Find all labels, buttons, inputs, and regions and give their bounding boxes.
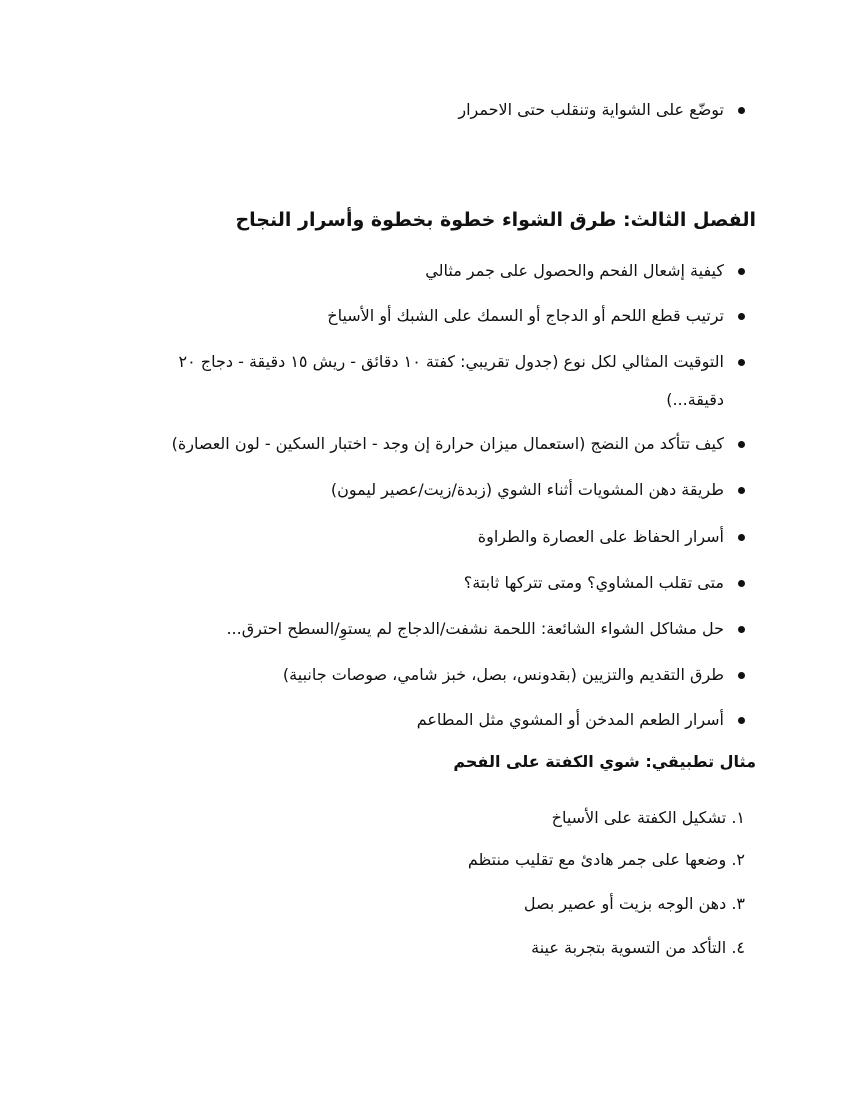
list-item-text: حل مشاكل الشواء الشائعة: اللحمة نشفت/الدجاج لم يستوِ/السطح احترق... <box>226 619 724 638</box>
list-item <box>120 564 750 602</box>
chapter-heading: الفصل الثالث: طرق الشواء خطوة بخطوة وأسرار النجاح <box>235 209 756 231</box>
list-item-text: طرق التقديم والتزيين (بقدونس، بصل، خبز شامي، صوصات جانبية) <box>282 665 724 684</box>
bullet-icon <box>738 717 745 724</box>
list-item <box>120 701 750 739</box>
list-item-text: أسرار الطعم المدخن أو المشوي مثل المطاعم <box>416 710 724 729</box>
list-item-text: ترتيب قطع اللحم أو الدجاج أو السمك على الشبك أو الأسياخ <box>327 306 724 325</box>
bullet-icon <box>738 313 745 320</box>
list-item <box>120 252 750 290</box>
list-item-text: كيف تتأكد من النضج (استعمال ميزان حرارة إن وجد - اختبار السكين - لون العصارة) <box>171 434 724 453</box>
list-item <box>120 610 750 648</box>
list-item-text: أسرار الحفاظ على العصارة والطراوة <box>477 527 724 546</box>
bullet-icon <box>738 268 745 275</box>
list-item <box>120 91 750 129</box>
bullet-icon <box>738 672 745 679</box>
list-item <box>120 471 750 509</box>
list-item-text: طريقة دهن المشويات أثناء الشوي (زبدة/زيت/عصير ليمون) <box>330 480 724 499</box>
bullet-icon <box>738 107 745 114</box>
list-item <box>120 656 750 694</box>
numbered-step: ٤. التأكد من التسوية بتجربة عينة <box>531 938 745 957</box>
bullet-icon <box>738 534 745 541</box>
numbered-step: ٢. وضعها على جمر هادئ مع تقليب منتظم <box>467 850 745 869</box>
bullet-icon <box>738 441 745 448</box>
list-item-text: متى تقلب المشاوي؟ ومتى تتركها ثابتة؟ <box>463 573 724 592</box>
list-item <box>120 518 750 556</box>
list-item-text: توضّع على الشواية وتنقلب حتى الاحمرار <box>458 100 724 119</box>
example-heading: مثال تطبيقي: شوي الكفتة على الفحم <box>453 752 756 771</box>
list-item <box>120 425 750 463</box>
list-item-text: كيفية إشعال الفحم والحصول على جمر مثالي <box>425 261 724 280</box>
list-item <box>120 343 750 419</box>
list-item <box>120 297 750 335</box>
numbered-step: ٣. دهن الوجه بزيت أو عصير بصل <box>523 894 745 913</box>
list-item-text: التوقيت المثالي لكل نوع (جدول تقريبي: كفتة ١٠ دقائق - ريش ١٥ دقيقة - دجاج ٢٠ دقيقة...) <box>178 352 724 409</box>
bullet-icon <box>738 580 745 587</box>
bullet-icon <box>738 487 745 494</box>
numbered-step: ١. تشكيل الكفتة على الأسياخ <box>551 808 745 827</box>
bullet-icon <box>738 359 745 366</box>
bullet-icon <box>738 626 745 633</box>
